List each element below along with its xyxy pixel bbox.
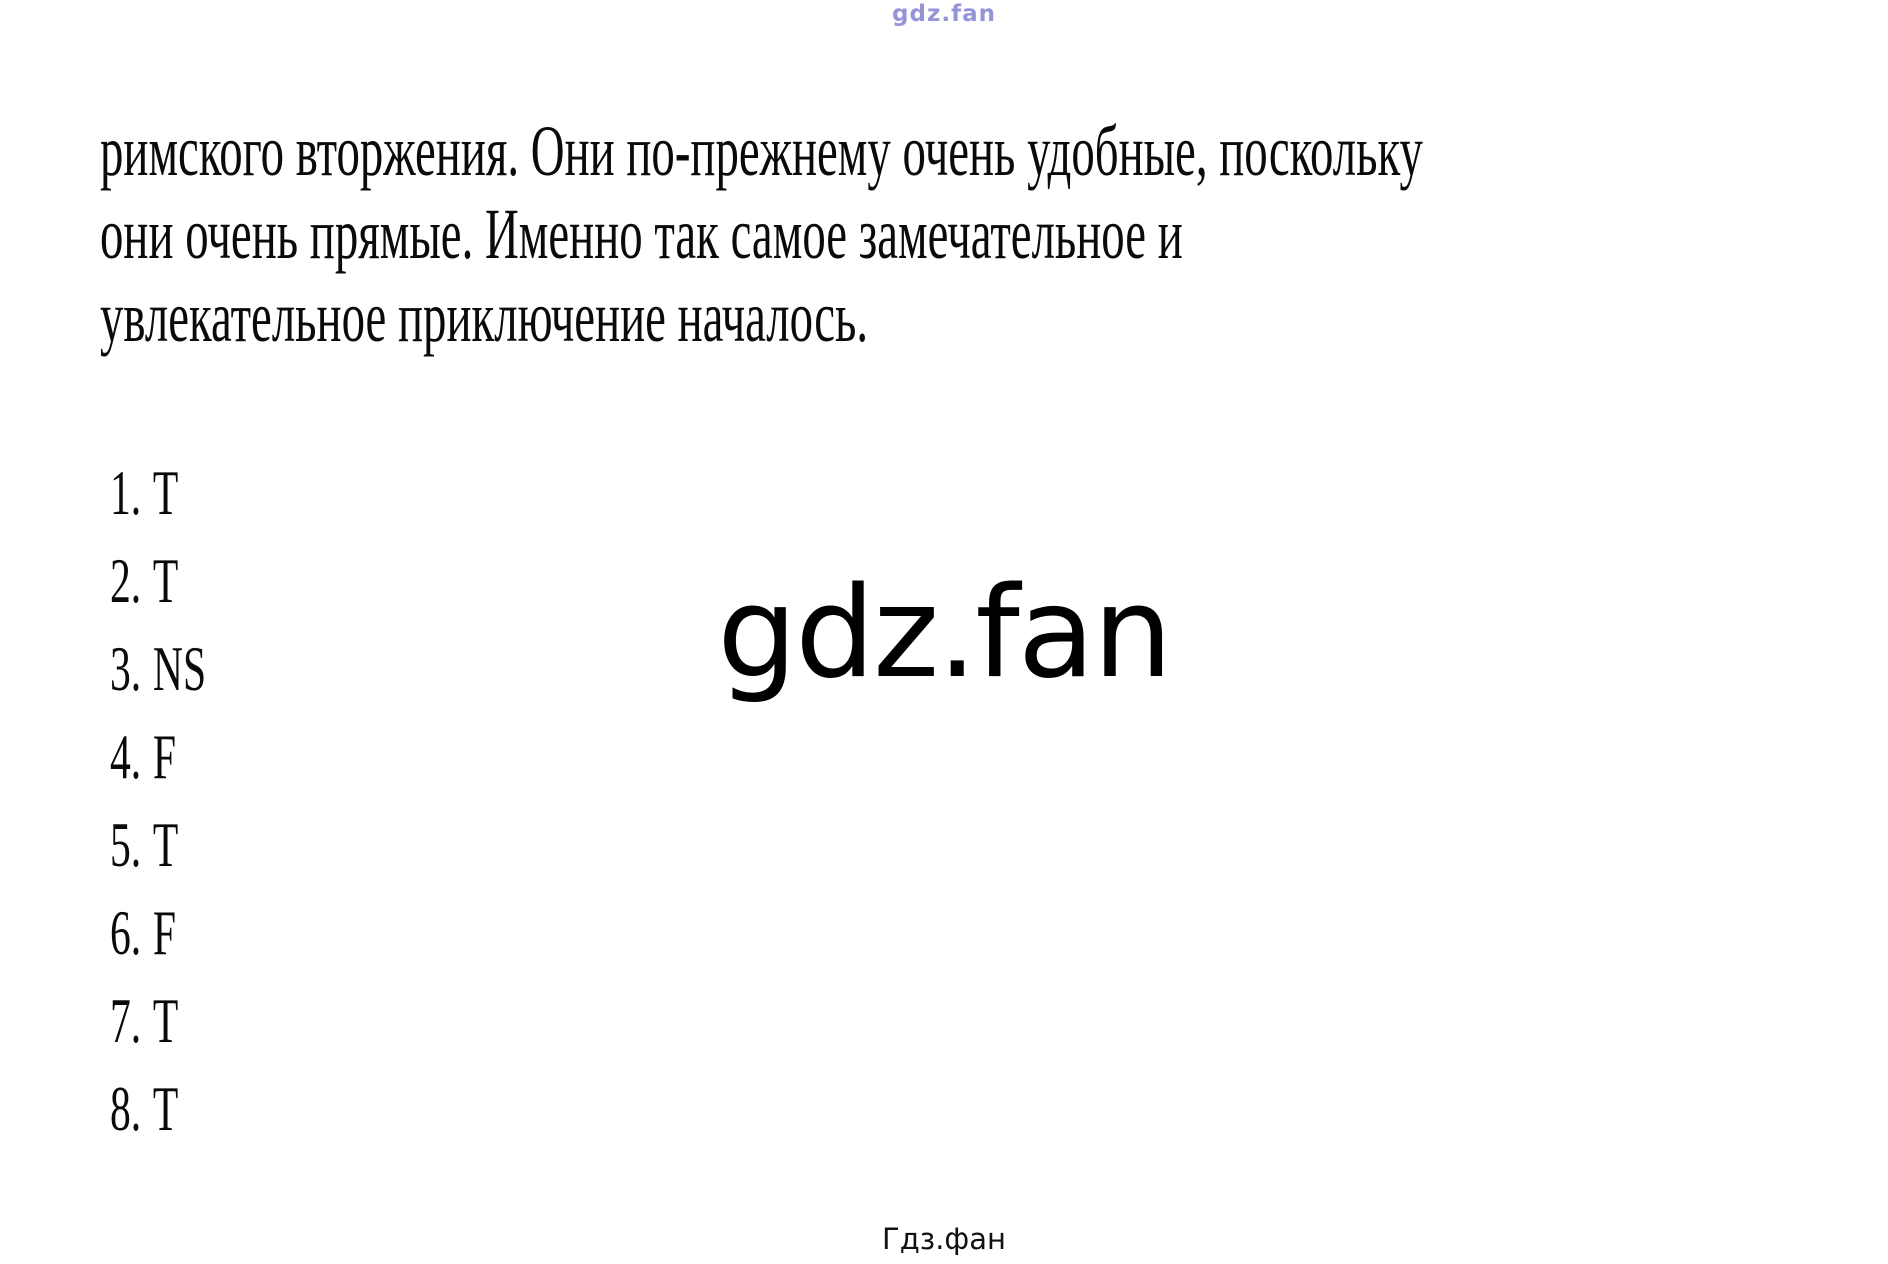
answer-number: 1. <box>110 457 142 528</box>
answer-number: 5. <box>110 809 142 880</box>
answer-value: T <box>152 809 179 880</box>
answer-value: F <box>152 721 177 792</box>
answer-value: NS <box>152 633 207 704</box>
answer-number: 3. <box>110 633 142 704</box>
answer-paragraph <box>100 110 1423 359</box>
answer-item-6 <box>110 889 206 977</box>
answer-value: T <box>152 1073 179 1144</box>
answer-value: T <box>152 985 179 1056</box>
answer-item-7 <box>110 977 206 1065</box>
top-watermark: gdz.fan <box>892 1 996 27</box>
answer-number: 6. <box>110 897 142 968</box>
paragraph-line-3: увлекательное приключение началось. <box>100 277 869 357</box>
answer-value: T <box>152 545 179 616</box>
answer-number: 8. <box>110 1073 142 1144</box>
answer-item-8 <box>110 1065 206 1153</box>
answer-item-1 <box>110 449 206 537</box>
answer-value: T <box>152 457 179 528</box>
paragraph-line-2: они очень прямые. Именно так самое замечательное и <box>100 194 1183 274</box>
answer-number: 2. <box>110 545 142 616</box>
answer-item-4 <box>110 713 206 801</box>
answer-value: F <box>152 897 177 968</box>
paragraph-line-1: римского вторжения. Они по-прежнему очень удобные, поскольку <box>100 111 1423 191</box>
answer-item-5 <box>110 801 206 889</box>
answer-number: 4. <box>110 721 142 792</box>
answers-list <box>110 449 206 1153</box>
center-watermark: gdz.fan <box>717 559 1171 706</box>
footer-site-name: Гдз.фан <box>882 1222 1006 1256</box>
answer-number: 7. <box>110 985 142 1056</box>
